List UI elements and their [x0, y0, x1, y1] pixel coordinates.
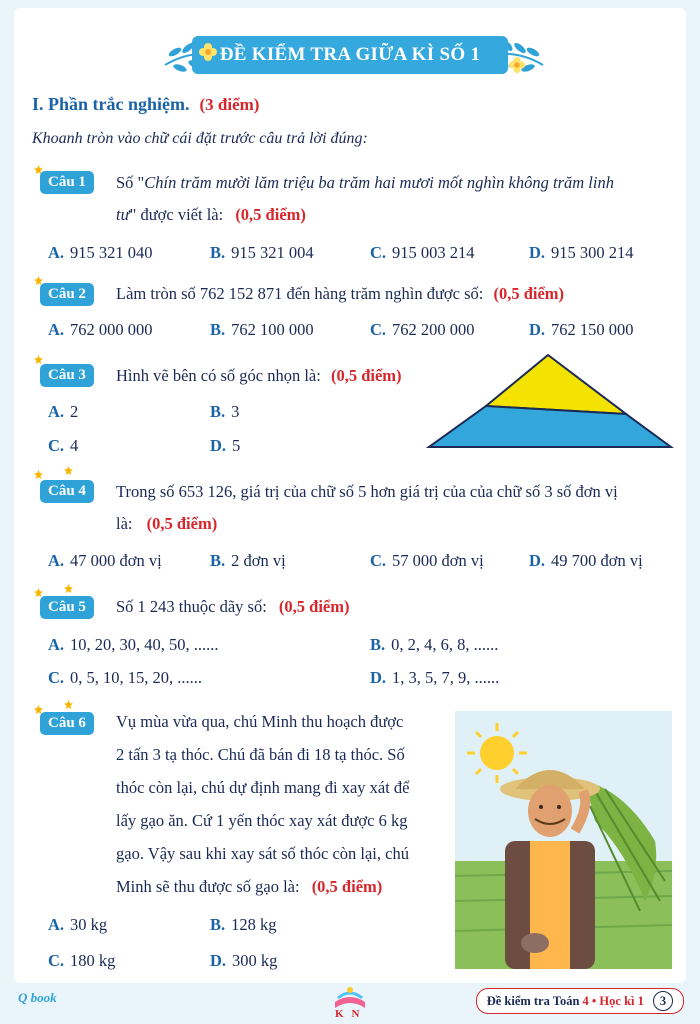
question-1-line-2: [116, 205, 306, 225]
option-letter: A.: [48, 402, 65, 421]
question-6-points: (0,5 điểm): [311, 877, 383, 896]
option-letter: D.: [529, 243, 546, 262]
option-text: 915 300 214: [551, 243, 634, 262]
q2-option-d[interactable]: [529, 320, 634, 340]
question-1-post: " được viết là:: [129, 205, 224, 224]
option-letter: D.: [370, 668, 387, 687]
q2-option-b[interactable]: [210, 320, 314, 340]
star-icon: [34, 470, 43, 479]
question-6-line-2: 2 tấn 3 tạ thóc. Chú đã bán đi 18 tạ thóc. Số: [116, 745, 405, 764]
option-letter: D.: [210, 951, 227, 970]
question-1-pre: Số ": [116, 173, 145, 192]
option-letter: B.: [210, 243, 226, 262]
option-text: 128 kg: [231, 915, 277, 934]
q2-option-a[interactable]: [48, 320, 153, 340]
option-text: 762 100 000: [231, 320, 314, 339]
question-4-line-1: Trong số 653 126, giá trị của chữ số 5 hơn giá trị của của chữ số 3 số đơn vị: [116, 482, 618, 501]
option-letter: C.: [370, 551, 387, 570]
question-6-line-5: gạo. Vậy sau khi xay sát số thóc còn lại, chú: [116, 844, 409, 863]
q3-option-a[interactable]: [48, 402, 78, 422]
option-letter: A.: [48, 635, 65, 654]
option-text: 1, 3, 5, 7, 9, ......: [392, 668, 500, 687]
q5-option-b[interactable]: [370, 635, 498, 655]
option-letter: C.: [48, 951, 65, 970]
publisher-logo-left: Q book: [18, 990, 57, 1005]
option-letter: B.: [210, 551, 226, 570]
option-text: 5: [232, 436, 241, 455]
section-heading: [32, 94, 259, 115]
question-2-badge: Câu 2: [40, 283, 94, 306]
question-3-text-line: [116, 366, 402, 386]
question-1-quote-end: tư: [116, 205, 130, 224]
option-text: 49 700 đơn vị: [551, 551, 643, 570]
star-icon: [64, 584, 73, 593]
question-4-badge: Câu 4: [40, 480, 94, 503]
q4-option-d[interactable]: [529, 551, 643, 571]
footer-grade: 4: [582, 994, 589, 1008]
footer-page-info: [476, 988, 684, 1014]
q5-option-d[interactable]: [370, 668, 499, 688]
q1-option-d[interactable]: [529, 243, 634, 263]
question-1-line-1: [116, 173, 614, 193]
page-title: ĐỀ KIỂM TRA GIỮA KÌ SỐ 1: [192, 36, 509, 74]
option-letter: A.: [48, 551, 65, 570]
option-text: 300 kg: [232, 951, 278, 970]
triangle-lower-part: [429, 406, 671, 447]
q3-option-b[interactable]: [210, 402, 239, 422]
question-6-badge: Câu 6: [40, 712, 94, 735]
star-icon: [64, 466, 73, 475]
question-6-line-6: [116, 877, 382, 897]
question-5-text: Số 1 243 thuộc dãy số:: [116, 597, 267, 616]
instruction: Khoanh tròn vào chữ cái đặt trước câu trả lời đúng:: [32, 130, 368, 147]
q6-option-b[interactable]: [210, 915, 277, 935]
footer-term: Học kì 1: [599, 994, 644, 1008]
option-letter: D.: [529, 551, 546, 570]
star-icon: [64, 700, 73, 709]
question-1-points: (0,5 điểm): [235, 205, 306, 224]
triangle-upper-part: [486, 355, 626, 414]
question-3-text: Hình vẽ bên có số góc nhọn là:: [116, 366, 321, 385]
option-text: 30 kg: [70, 915, 108, 934]
option-text: 180 kg: [70, 951, 116, 970]
q1-option-b[interactable]: [210, 243, 314, 263]
option-letter: A.: [48, 915, 65, 934]
option-letter: A.: [48, 320, 65, 339]
option-text: 2: [70, 402, 79, 421]
question-4-line-2: [116, 514, 217, 534]
q3-option-d[interactable]: [210, 436, 240, 456]
question-5-points: (0,5 điểm): [278, 597, 350, 616]
question-6-text-end: Minh sẽ thu được số gạo là:: [116, 877, 300, 896]
option-text: 47 000 đơn vị: [70, 551, 162, 570]
q6-option-c[interactable]: [48, 951, 115, 971]
q4-option-a[interactable]: [48, 551, 162, 571]
star-icon: [34, 355, 43, 364]
question-1-quote: Chín trăm mười lăm triệu ba trăm hai mươi mốt nghìn không trăm linh: [144, 173, 614, 192]
option-text: 0, 2, 4, 6, 8, ......: [391, 635, 499, 654]
q4-option-c[interactable]: [370, 551, 484, 571]
option-text: 915 003 214: [392, 243, 475, 262]
option-letter: C.: [370, 320, 387, 339]
question-6-line-1: Vụ mùa vừa qua, chú Minh thu hoạch được: [116, 712, 404, 731]
triangle-figure: [426, 352, 674, 450]
option-text: 57 000 đơn vị: [392, 551, 484, 570]
section-title: I. Phần trắc nghiệm.: [32, 94, 190, 114]
flower-icon: [508, 56, 526, 74]
question-5-badge: Câu 5: [40, 596, 94, 619]
section-points: (3 điểm): [199, 95, 260, 114]
center-logo-text: KN: [335, 1008, 368, 1020]
option-text: 2 đơn vị: [231, 551, 286, 570]
page-number: 3: [653, 991, 673, 1011]
option-letter: B.: [370, 635, 386, 654]
q5-option-a[interactable]: [48, 635, 219, 655]
option-letter: B.: [210, 915, 226, 934]
option-text: 915 321 040: [70, 243, 153, 262]
footer-separator: •: [591, 994, 597, 1008]
option-text: 0, 5, 10, 15, 20, ......: [70, 668, 203, 687]
option-text: 762 150 000: [551, 320, 634, 339]
q1-option-a[interactable]: [48, 243, 153, 263]
option-text: 762 200 000: [392, 320, 475, 339]
option-letter: D.: [529, 320, 546, 339]
question-2-text-line: [116, 284, 564, 304]
option-letter: C.: [370, 243, 387, 262]
question-2-text: Làm tròn số 762 152 871 đến hàng trăm nghìn được số:: [116, 284, 484, 303]
option-letter: B.: [210, 320, 226, 339]
question-3-badge: Câu 3: [40, 364, 94, 387]
option-letter: A.: [48, 243, 65, 262]
q5-option-c[interactable]: [48, 668, 202, 688]
option-letter: B.: [210, 402, 226, 421]
q6-option-d[interactable]: [210, 951, 277, 971]
title-wrap: [0, 36, 700, 74]
question-4-points: (0,5 điểm): [146, 514, 218, 533]
q6-option-a[interactable]: [48, 915, 107, 935]
footer-book-title: Đề kiểm tra Toán: [486, 994, 580, 1008]
option-text: 4: [70, 436, 79, 455]
question-5-text-line: [116, 597, 350, 617]
q4-option-b[interactable]: [210, 551, 286, 571]
option-text: 762 000 000: [70, 320, 153, 339]
option-letter: C.: [48, 668, 65, 687]
q2-option-c[interactable]: [370, 320, 475, 340]
option-text: 10, 20, 30, 40, 50, ......: [70, 635, 219, 654]
question-6-line-4: lấy gạo ăn. Cứ 1 yến thóc xay xát được 6 kg: [116, 811, 408, 830]
q3-option-c[interactable]: [48, 436, 78, 456]
question-4-text-end: là:: [116, 514, 133, 533]
option-text: 3: [231, 402, 240, 421]
question-3-points: (0,5 điểm): [330, 366, 402, 385]
option-letter: D.: [210, 436, 227, 455]
question-2-points: (0,5 điểm): [493, 284, 565, 303]
option-letter: C.: [48, 436, 65, 455]
q1-option-c[interactable]: [370, 243, 475, 263]
farmer-illustration: [455, 711, 672, 969]
question-6-line-3: thóc còn lại, chú dự định mang đi xay xát để: [116, 778, 410, 797]
option-text: 915 321 004: [231, 243, 314, 262]
flower-icon: [198, 42, 218, 62]
question-1-badge: Câu 1: [40, 171, 94, 194]
